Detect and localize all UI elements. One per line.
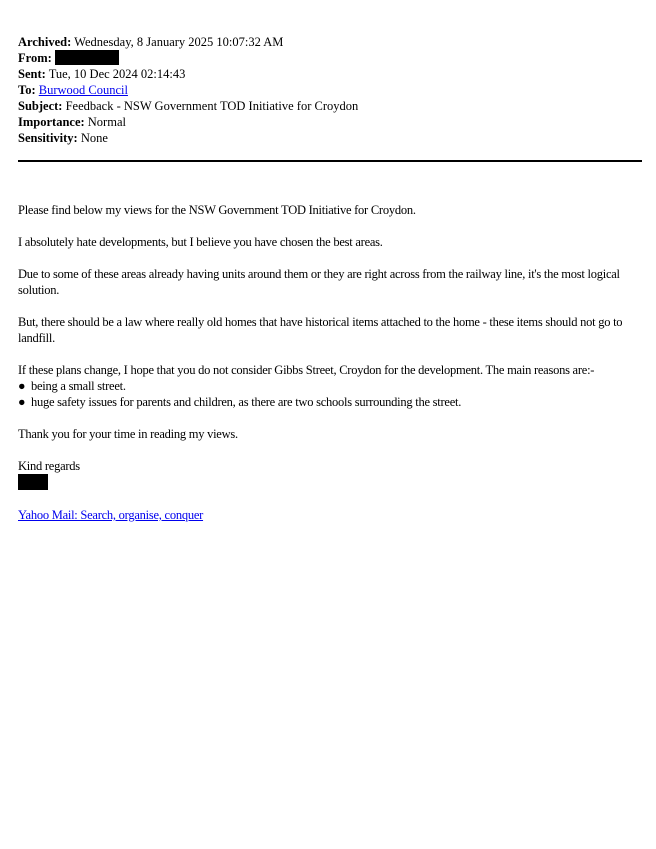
- importance-value: Normal: [87, 115, 126, 129]
- sent-row: [18, 66, 642, 82]
- list-item-text: huge safety issues for parents and children, as there are two schools surrounding the street.: [31, 395, 462, 409]
- sensitivity-value: None: [80, 131, 108, 145]
- from-row: [18, 50, 642, 66]
- list-item: [18, 394, 642, 410]
- body-paragraph: If these plans change, I hope that you do not consider Gibbs Street, Croydon for the development. The main reasons are:-: [18, 363, 595, 377]
- yahoo-mail-link[interactable]: Yahoo Mail: Search, organise, conquer: [18, 508, 204, 522]
- reasons-list: [18, 378, 642, 410]
- email-body: [18, 202, 642, 523]
- body-paragraph: Please find below my views for the NSW Government TOD Initiative for Croydon.: [18, 203, 416, 217]
- sent-value: Tue, 10 Dec 2024 02:14:43: [48, 67, 186, 81]
- reasons-block: [18, 362, 642, 410]
- archived-row: [18, 34, 642, 50]
- thanks-paragraph: Thank you for your time in reading my views.: [18, 427, 238, 441]
- bullet-icon: ●: [18, 379, 26, 393]
- to-label: To:: [18, 83, 36, 97]
- body-paragraph: But, there should be a law where really old homes that have historical items attached to the home - these items should not go to landfill.: [18, 315, 623, 345]
- email-printout: [18, 34, 642, 523]
- from-redaction-block: [55, 50, 119, 65]
- importance-row: [18, 114, 642, 130]
- signature-redaction-block: [18, 474, 48, 490]
- archived-value: Wednesday, 8 January 2025 10:07:32 AM: [74, 35, 284, 49]
- list-item: [18, 378, 642, 394]
- list-item-text: being a small street.: [31, 379, 126, 393]
- sensitivity-label: Sensitivity:: [18, 131, 78, 145]
- importance-label: Importance:: [18, 115, 85, 129]
- subject-label: Subject:: [18, 99, 63, 113]
- subject-value: Feedback - NSW Government TOD Initiative for Croydon: [65, 99, 359, 113]
- body-paragraph: Due to some of these areas already having units around them or they are right across from the railway line, it's the most logical solution.: [18, 267, 620, 297]
- email-header: [18, 34, 642, 146]
- signoff-text: Kind regards: [18, 459, 80, 473]
- sent-label: Sent:: [18, 67, 46, 81]
- sensitivity-row: [18, 130, 642, 146]
- subject-row: [18, 98, 642, 114]
- body-paragraph: I absolutely hate developments, but I believe you have chosen the best areas.: [18, 235, 383, 249]
- from-label: From:: [18, 51, 52, 65]
- header-divider: [18, 160, 642, 162]
- bullet-icon: ●: [18, 395, 26, 409]
- archived-label: Archived:: [18, 35, 72, 49]
- to-recipient-link[interactable]: Burwood Council: [38, 83, 128, 97]
- to-row: [18, 82, 642, 98]
